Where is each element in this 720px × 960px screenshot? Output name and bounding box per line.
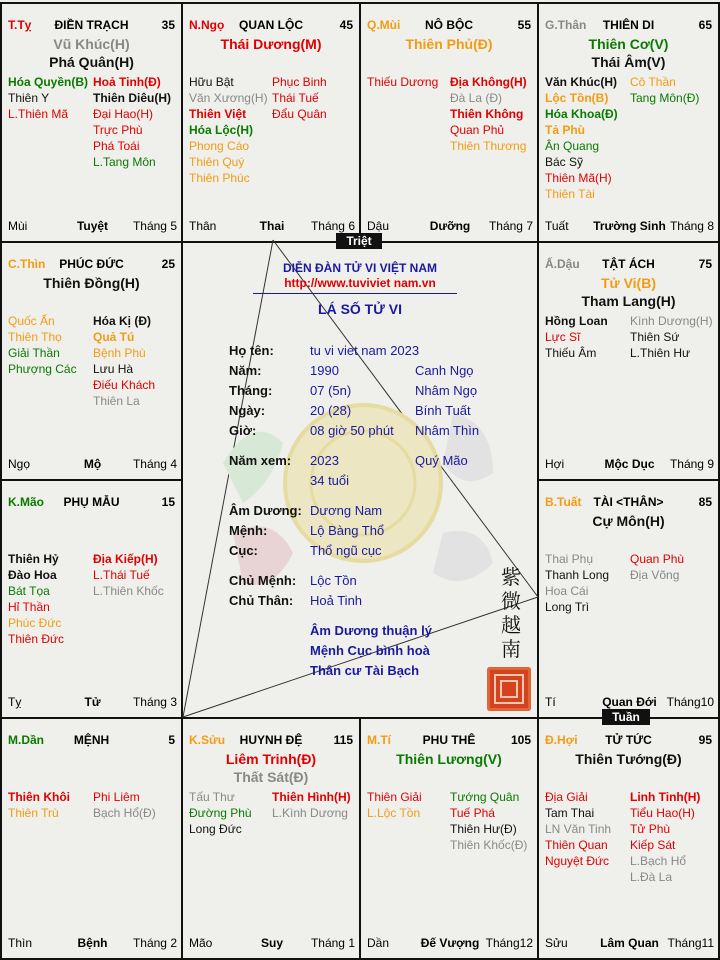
- star-item: Giải Thần: [8, 346, 60, 360]
- age-number: 35: [161, 18, 175, 32]
- palace-name: MỆNH: [73, 733, 110, 747]
- star-item: Cô Thần: [630, 75, 676, 89]
- star-item: Thiên Diêu(H): [93, 91, 171, 105]
- star-item: Long Trì: [545, 600, 590, 614]
- footer-month: Tháng 8: [669, 219, 714, 233]
- star-item: Thiên Sứ: [630, 330, 680, 344]
- footer-branch: Dần: [367, 936, 390, 950]
- star-item: Thiên Đức: [8, 632, 65, 646]
- earthly-branch: M.Tí: [367, 733, 391, 747]
- star-item: Thiên Khốc(Đ): [450, 838, 528, 852]
- star-item: Thiên Giải: [367, 790, 422, 804]
- info-value: tu vi viet nam 2023: [310, 343, 420, 358]
- footer-month: Tháng 7: [488, 219, 533, 233]
- age-number: 25: [161, 257, 175, 271]
- star-item: L.Bạch Hổ: [630, 854, 687, 868]
- info-label: Tháng:: [229, 383, 273, 398]
- star-item: Thiên Hư(Đ): [450, 822, 517, 836]
- vertical-char: 越: [501, 613, 521, 637]
- star-item: Nguyệt Đức: [545, 854, 610, 868]
- star-item: Kình Dương(H): [630, 314, 713, 328]
- star-item: Hoa Cái: [545, 584, 589, 598]
- footer-branch: Mão: [189, 936, 213, 950]
- info-value-secondary: Bính Tuất: [415, 403, 471, 418]
- major-star: Thiên Đồng(H): [43, 275, 140, 291]
- age-number: 15: [161, 495, 175, 509]
- footer-branch: Ngọ: [8, 457, 31, 471]
- info-value-secondary: Nhâm Ngọ: [415, 383, 478, 398]
- star-item: Địa Võng: [630, 568, 680, 582]
- earthly-branch: K.Sửu: [189, 733, 226, 747]
- major-star: Thiên Cơ(V): [588, 36, 669, 52]
- info-value-secondary: Quý Mão: [415, 453, 468, 468]
- star-item: Thiên Thọ: [8, 330, 62, 344]
- star-item: Ân Quang: [545, 139, 600, 153]
- footer-month: Tháng10: [666, 695, 714, 709]
- summary-note: Mệnh Cục bình hoà: [310, 643, 430, 658]
- star-item: Hoả Tinh(Đ): [93, 75, 161, 89]
- star-item: Tả Phù: [545, 123, 586, 137]
- earthly-branch: B.Tuất: [545, 495, 582, 509]
- earthly-branch: T.Tỵ: [8, 18, 32, 32]
- major-star: Thiên Tướng(Đ): [575, 751, 682, 767]
- star-item: Thiên Khôi: [8, 790, 70, 804]
- age-number: 105: [510, 733, 531, 747]
- life-stage: Thai: [259, 219, 285, 233]
- major-star: Thiên Phủ(Đ): [405, 36, 493, 52]
- footer-branch: Sửu: [545, 936, 568, 950]
- footer-month: Tháng 6: [310, 219, 355, 233]
- star-item: Quả Tú: [93, 330, 135, 344]
- star-item: Phúc Đức: [8, 616, 62, 630]
- info-value-secondary: Nhâm Thìn: [415, 423, 480, 438]
- major-star: Thái Âm(V): [591, 54, 666, 70]
- palace-name: HUYNH ĐỆ: [239, 733, 303, 747]
- star-item: Phong Cáo: [189, 139, 250, 153]
- vertical-char: 南: [501, 637, 521, 661]
- major-star: Tham Lang(H): [581, 293, 676, 309]
- life-stage: Bệnh: [77, 936, 108, 950]
- triet-marker: Triệt: [336, 233, 382, 249]
- star-item: Tử Phù: [630, 822, 671, 836]
- star-item: Tang Môn(Đ): [630, 91, 700, 105]
- star-item: Phượng Các: [8, 362, 77, 376]
- star-item: L.Thái Tuế: [93, 568, 150, 582]
- palace-name: TÀI <THÂN>: [593, 495, 664, 509]
- star-item: Đẩu Quân: [272, 107, 327, 121]
- vertical-char: 紫: [501, 565, 521, 589]
- star-item: L.Thiên Hư: [630, 346, 691, 360]
- star-item: Phục Binh: [272, 75, 327, 89]
- star-item: Đà La (Đ): [450, 91, 503, 105]
- star-item: Đào Hoa: [8, 568, 57, 582]
- info-value: 07 (5n): [310, 383, 352, 398]
- footer-month: Tháng12: [485, 936, 533, 950]
- star-item: Thanh Long: [545, 568, 610, 582]
- footer-month: Tháng 2: [132, 936, 177, 950]
- age-number: 65: [698, 18, 712, 32]
- info-value-secondary: Canh Ngọ: [415, 363, 474, 378]
- star-item: Lực Sĩ: [545, 330, 581, 344]
- life-stage: Quan Đới: [602, 695, 657, 709]
- earthly-branch: Đ.Hợi: [545, 733, 578, 747]
- info-label: Chủ Mệnh:: [229, 573, 297, 588]
- age-number: 5: [168, 733, 175, 747]
- star-item: Thiên Phúc: [189, 171, 250, 185]
- star-item: L.Thiên Mã: [8, 107, 69, 121]
- forum-url[interactable]: http://www.tuviviet nam.vn: [284, 276, 436, 290]
- star-item: Phi Liêm: [93, 790, 140, 804]
- palace-name: PHU THÊ: [422, 733, 476, 747]
- star-item: Bạch Hổ(Đ): [93, 806, 156, 820]
- star-item: Thiên Mã(H): [545, 171, 612, 185]
- earthly-branch: Ấ.Dậu: [545, 257, 580, 271]
- palace-name: TỬ TỨC: [605, 733, 652, 747]
- palace-name: NÔ BỘC: [425, 18, 473, 32]
- star-item: Kiếp Sát: [630, 838, 676, 852]
- forum-name: DIỄN ĐÀN TỬ VI VIỆT NAM: [283, 261, 437, 275]
- star-item: Văn Xương(H): [189, 91, 268, 105]
- footer-month: Tháng 9: [669, 457, 714, 471]
- star-item: Quan Phủ: [450, 123, 505, 137]
- footer-month: Tháng 3: [132, 695, 177, 709]
- info-label: Họ tên:: [229, 343, 274, 358]
- star-item: Tuế Phá: [450, 806, 495, 820]
- palace-name: ĐIỀN TRẠCH: [54, 18, 129, 32]
- life-stage: Tuyệt: [76, 219, 109, 233]
- footer-branch: Hợi: [545, 457, 565, 471]
- palace-name: THIÊN DI: [602, 18, 655, 32]
- star-item: Thai Phụ: [545, 552, 594, 566]
- star-item: Thiên Hỷ: [8, 552, 59, 566]
- palace-name: QUAN LỘC: [239, 18, 303, 32]
- footer-branch: Dậu: [367, 219, 390, 233]
- star-item: Thiên Thương: [450, 139, 527, 153]
- star-item: Hóa Quyền(B): [8, 75, 89, 89]
- star-item: L.Lộc Tồn: [367, 806, 421, 820]
- star-item: Văn Khúc(H): [545, 75, 617, 89]
- age-number: 115: [333, 733, 353, 747]
- major-star: Vũ Khúc(H): [53, 36, 130, 52]
- life-stage: Tử: [84, 695, 101, 709]
- star-item: Điếu Khách: [93, 378, 156, 392]
- star-item: L.Kình Dương: [272, 806, 348, 820]
- earthly-branch: K.Mão: [8, 495, 44, 509]
- footer-branch: Thân: [189, 219, 217, 233]
- info-label: Năm xem:: [229, 453, 292, 468]
- vertical-chinese-text: [499, 565, 523, 661]
- palace-name: PHÚC ĐỨC: [59, 257, 124, 271]
- info-label: Âm Dương:: [229, 503, 302, 518]
- star-item: Thái Tuế: [272, 91, 319, 105]
- info-value: 20 (28): [310, 403, 352, 418]
- info-value: Hoả Tinh: [310, 593, 363, 608]
- major-star: Liêm Trinh(Đ): [225, 751, 317, 767]
- footer-month: Tháng 1: [310, 936, 355, 950]
- star-item: Thiếu Âm: [545, 346, 597, 360]
- star-item: Đại Hao(H): [93, 107, 154, 121]
- earthly-branch: N.Ngọ: [189, 18, 225, 32]
- star-item: Lộc Tồn(B): [545, 91, 609, 105]
- star-item: Hóa Khoa(Đ): [545, 107, 618, 121]
- star-item: Thiên Quý: [189, 155, 245, 169]
- palace-name: PHỤ MẪU: [63, 495, 120, 509]
- star-item: Thiên La: [93, 394, 140, 408]
- info-value: Thổ ngũ cục: [310, 543, 382, 558]
- star-item: Hỉ Thần: [8, 600, 50, 614]
- info-label: Năm:: [229, 363, 262, 378]
- star-item: Thiên Tài: [545, 187, 595, 201]
- life-stage: Suy: [260, 936, 283, 950]
- star-item: Thiên Quan: [545, 838, 608, 852]
- star-item: Hữu Bật: [189, 75, 234, 89]
- palace-name: TẬT ÁCH: [602, 257, 655, 271]
- star-item: Địa Kiếp(H): [93, 552, 158, 566]
- major-star: Thất Sát(Đ): [233, 769, 309, 785]
- star-item: Tiểu Hao(H): [630, 806, 695, 820]
- star-item: Hóa Lộc(H): [189, 123, 253, 137]
- earthly-branch: G.Thân: [545, 18, 587, 32]
- life-stage: Mộ: [83, 457, 102, 471]
- star-item: Quốc Ấn: [8, 314, 55, 328]
- star-item: Địa Không(H): [450, 75, 527, 89]
- info-value: 08 giờ 50 phút: [310, 423, 394, 438]
- star-item: Đường Phù: [189, 806, 252, 820]
- info-label: Chủ Thân:: [229, 593, 294, 608]
- info-value: Lộc Tồn: [310, 573, 357, 588]
- star-item: Bát Tọa: [8, 584, 50, 598]
- star-item: Thiên Y: [8, 91, 50, 105]
- footer-branch: Tỵ: [8, 695, 22, 709]
- earthly-branch: M.Dần: [8, 733, 44, 747]
- major-star: Phá Quân(H): [49, 54, 134, 70]
- age-number: 45: [339, 18, 353, 32]
- info-value: Lộ Bàng Thổ: [310, 523, 385, 538]
- info-label: Ngày:: [229, 403, 266, 418]
- life-stage: Mộc Dục: [604, 457, 655, 471]
- center-panel: [183, 243, 537, 717]
- info-label: Cục:: [229, 543, 258, 558]
- red-seal: [487, 667, 531, 711]
- age-number: 55: [517, 18, 531, 32]
- info-label: Mệnh:: [229, 523, 268, 538]
- footer-branch: Mùi: [8, 219, 28, 233]
- star-item: Tướng Quân: [450, 790, 520, 804]
- footer-branch: Thìn: [8, 936, 33, 950]
- info-value: 2023: [310, 453, 339, 468]
- major-star: Cự Môn(H): [592, 513, 665, 529]
- info-value: Dương Nam: [310, 503, 383, 518]
- life-stage: Dưỡng: [429, 219, 471, 233]
- earthly-branch: C.Thìn: [8, 257, 46, 271]
- star-item: L.Đà La: [630, 870, 673, 884]
- star-item: Địa Giải: [545, 790, 588, 804]
- major-star: Thiên Lương(V): [396, 751, 502, 767]
- star-item: Quan Phù: [630, 552, 685, 566]
- vertical-char: 微: [501, 589, 521, 613]
- star-item: Lưu Hà: [93, 362, 134, 376]
- major-star: Thái Dương(M): [220, 36, 322, 52]
- star-item: L.Thiên Khốc: [93, 584, 164, 598]
- star-item: Bác Sỹ: [545, 155, 584, 169]
- star-item: Thiếu Dương: [367, 75, 439, 89]
- star-item: Thiên Việt: [189, 107, 247, 121]
- footer-month: Tháng 5: [132, 219, 177, 233]
- star-item: Bệnh Phù: [93, 346, 146, 360]
- star-item: Tam Thai: [545, 806, 595, 820]
- info-value: 1990: [310, 363, 339, 378]
- info-label: Giờ:: [229, 423, 257, 438]
- header-divider: [253, 293, 457, 294]
- summary-note: Thân cư Tài Bạch: [310, 663, 420, 678]
- tuan-marker: Tuần: [602, 709, 650, 725]
- life-stage: Trường Sinh: [593, 219, 666, 233]
- star-item: Long Đức: [189, 822, 242, 836]
- footer-month: Tháng 4: [132, 457, 177, 471]
- age-number: 75: [698, 257, 712, 271]
- footer-branch: Tuất: [545, 219, 569, 233]
- major-star: Tử Vi(B): [601, 275, 656, 291]
- star-item: Hồng Loan: [545, 314, 608, 328]
- star-item: Phá Toái: [93, 139, 140, 153]
- earthly-branch: Q.Mùi: [367, 18, 401, 32]
- star-item: Tấu Thư: [189, 790, 235, 804]
- footer-branch: Tí: [545, 695, 556, 709]
- star-item: Linh Tinh(H): [630, 790, 701, 804]
- summary-note: Âm Dương thuận lý: [310, 623, 432, 638]
- info-value: 34 tuổi: [310, 473, 350, 488]
- star-item: Thiên Trù: [8, 806, 59, 820]
- life-stage: Đế Vượng: [420, 936, 480, 950]
- star-item: Hóa Kị (Đ): [93, 314, 151, 328]
- star-item: Thiên Hình(H): [272, 790, 351, 804]
- life-stage: Lâm Quan: [600, 936, 659, 950]
- chart-title: LÁ SỐ TỬ VI: [318, 301, 402, 317]
- age-number: 95: [698, 733, 712, 747]
- footer-month: Tháng11: [667, 936, 714, 950]
- star-item: Trực Phù: [93, 123, 143, 137]
- star-item: Thiên Không: [450, 107, 524, 121]
- star-item: LN Văn Tinh: [545, 822, 612, 836]
- age-number: 85: [698, 495, 712, 509]
- star-item: L.Tang Môn: [93, 155, 156, 169]
